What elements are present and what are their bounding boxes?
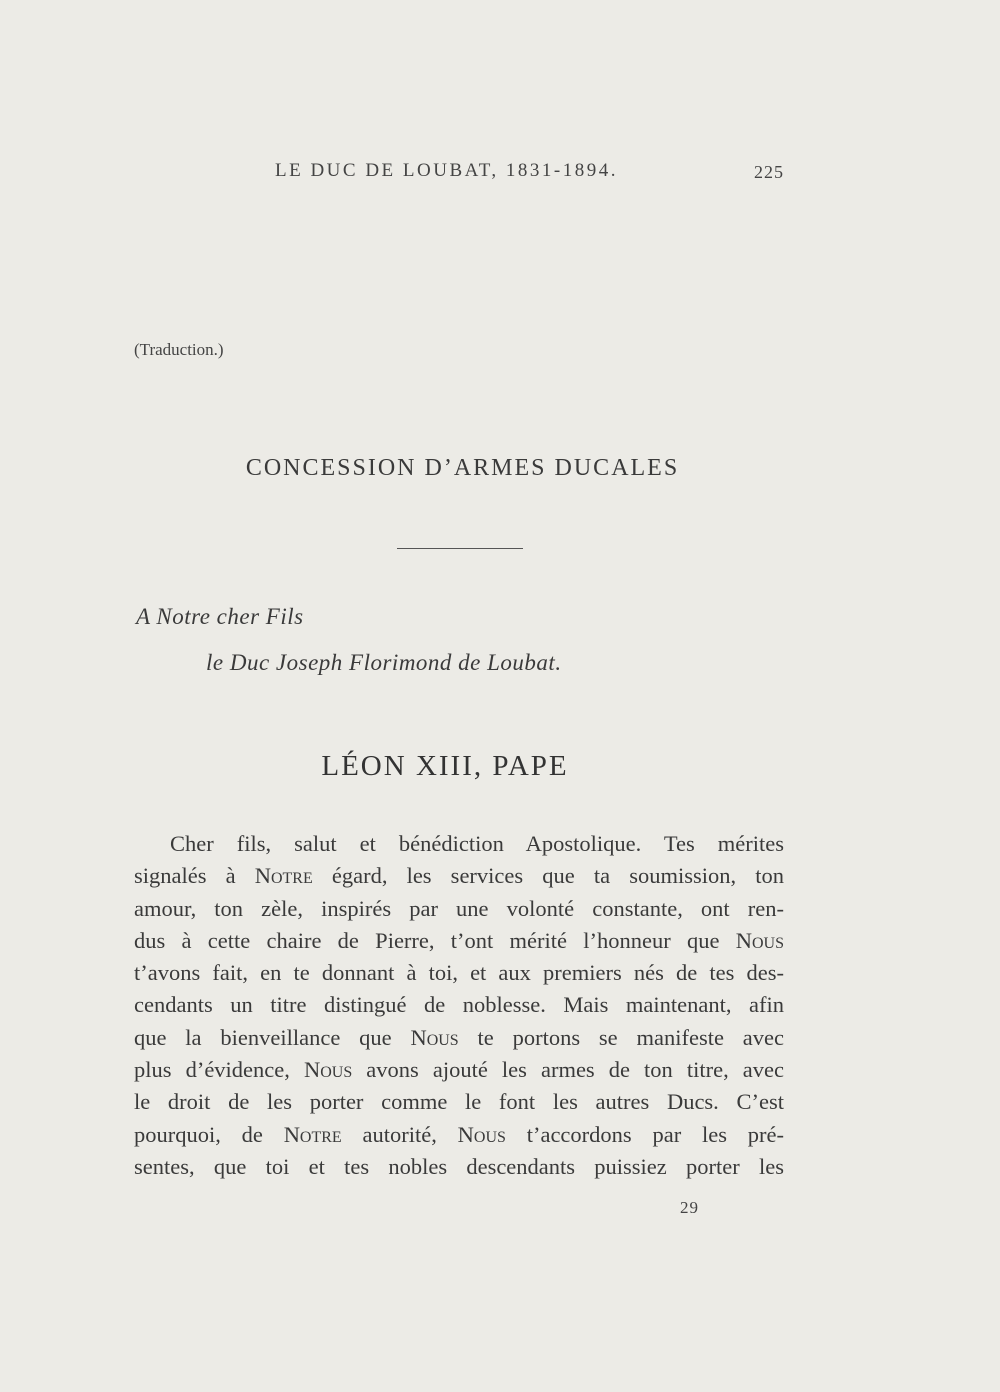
body-line: plus d’évidence, Nous avons ajouté les armes de ton titre, avec: [134, 1057, 785, 1083]
addressee-line-2: le Duc Joseph Florimond de Loubat.: [206, 650, 562, 675]
body-line: dus à cette chaire de Pierre, t’ont mérité l’honneur que Nous: [134, 927, 784, 953]
body-paragraph: [134, 828, 784, 1183]
page-number: 225: [754, 162, 784, 182]
divider-rule: [397, 548, 523, 549]
addressee-line-1: A Notre cher Fils: [136, 604, 304, 629]
body-line: signalés à Notre égard, les services que ta soumission, ton: [134, 863, 784, 889]
body-line: pourquoi, de Notre autorité, Nous t’accordons par les pré-: [134, 1121, 784, 1147]
signature-mark: 29: [680, 1198, 699, 1217]
body-line: le droit de les porter comme le font les autres Ducs. C’est: [134, 1089, 784, 1115]
body-line: amour, ton zèle, inspirés par une volonté constante, ont ren-: [134, 895, 784, 921]
translation-note: (Traduction.): [134, 340, 224, 359]
section-title: CONCESSION D’ARMES DUCALES: [245, 455, 680, 481]
body-line: t’avons fait, en te donnant à toi, et aux premiers nés de tes des-: [134, 960, 784, 986]
pope-heading: LÉON XIII, PAPE: [321, 750, 569, 782]
body-line: Cher fils, salut et bénédiction Apostolique. Tes mérites: [170, 831, 784, 856]
body-line: sentes, que toi et tes nobles descendants puissiez porter les: [134, 1153, 784, 1179]
running-head: LE DUC DE LOUBAT, 1831-1894.: [275, 160, 619, 181]
body-line: cendants un titre distingué de noblesse. Mais maintenant, afin: [134, 992, 784, 1018]
body-line: que la bienveillance que Nous te portons se manifeste avec: [134, 1024, 784, 1050]
